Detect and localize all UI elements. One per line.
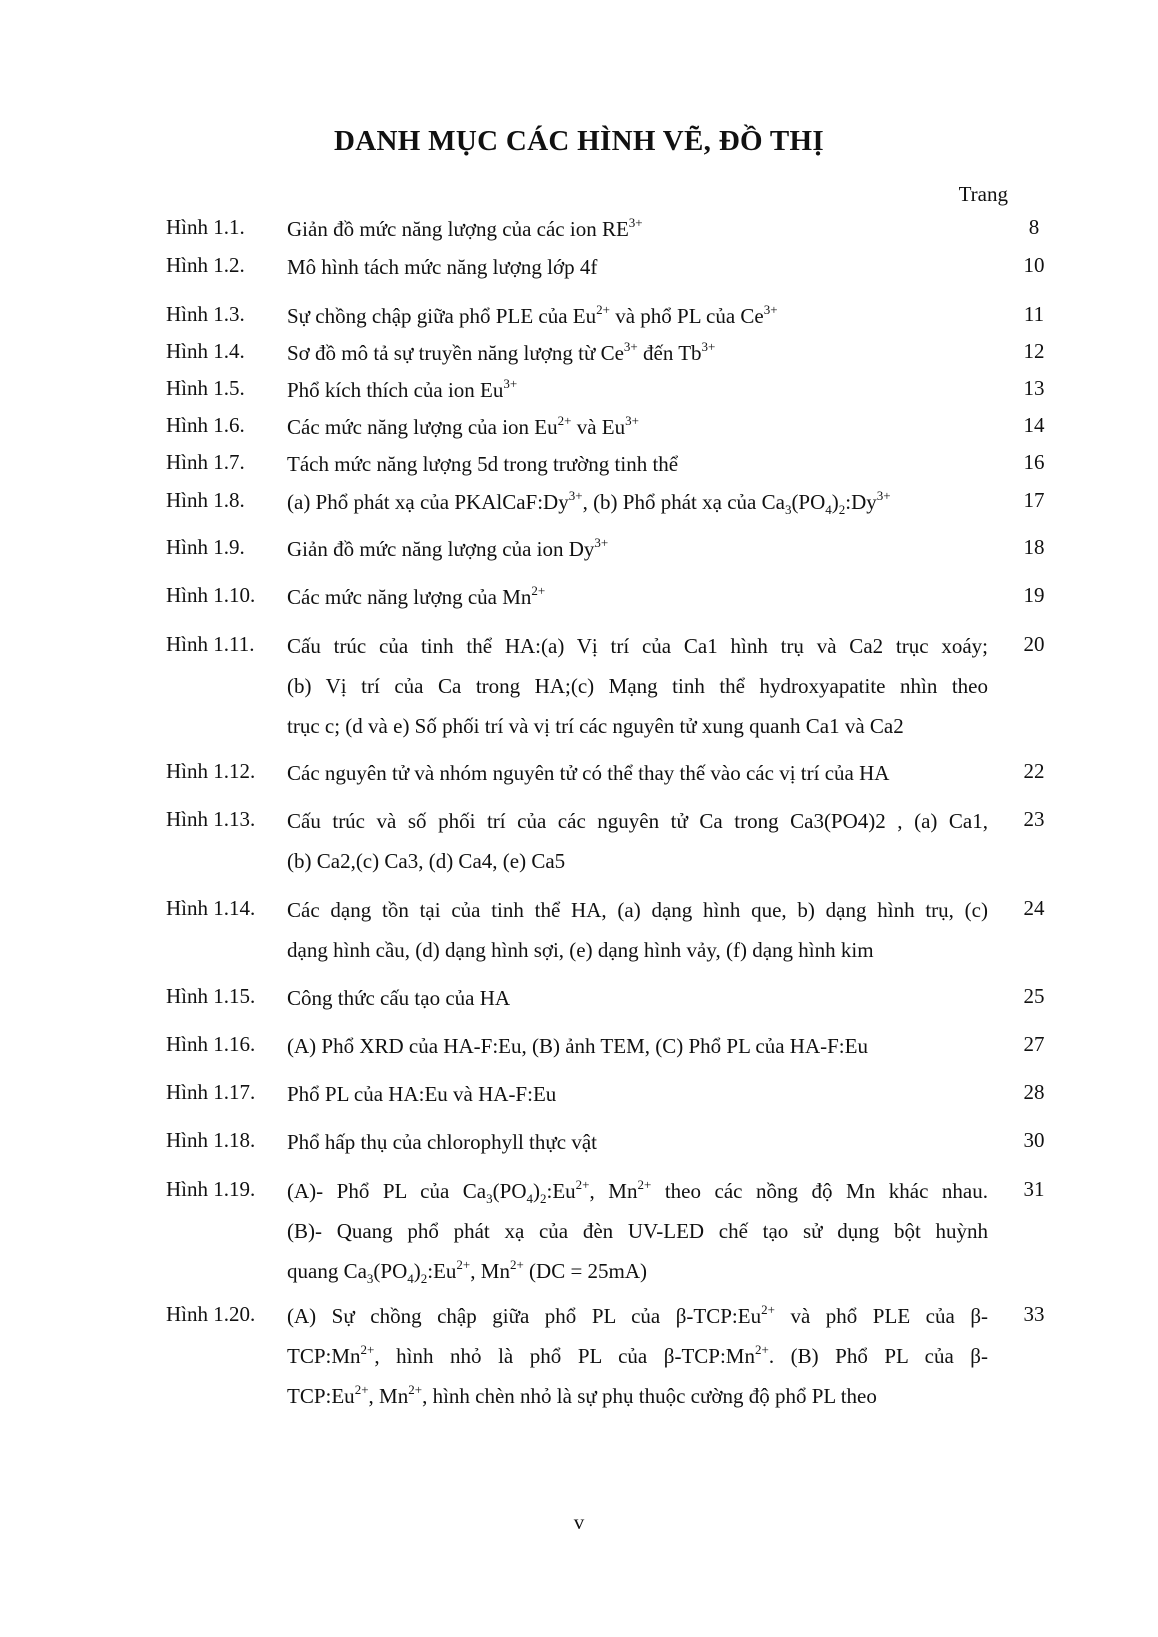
caption-sup: 2+	[456, 1257, 471, 1272]
caption-text: Phổ PL của HA:Eu và HA-F:Eu	[287, 1082, 557, 1106]
caption-sup: 2+	[354, 1382, 369, 1397]
figure-page-number: 16	[1023, 450, 1045, 474]
caption-sub: 3	[784, 502, 792, 517]
caption-line	[287, 339, 988, 379]
caption-text: (PO	[373, 1259, 408, 1283]
caption-line	[287, 632, 988, 672]
figure-label: Hình 1.7.	[166, 450, 245, 474]
caption-text: Tách mức năng lượng 5d trong trường tinh thể	[287, 452, 679, 476]
figure-caption	[287, 984, 988, 1024]
figure-label: Hình 1.11.	[166, 632, 255, 656]
figure-page-number: 18	[1023, 535, 1045, 559]
caption-line	[287, 712, 988, 752]
caption-sup: 2+	[509, 1257, 524, 1272]
figure-label: Hình 1.3.	[166, 302, 245, 326]
figure-label: Hình 1.17.	[166, 1080, 256, 1104]
caption-text: Mô hình tách mức năng lượng lớp 4f	[287, 255, 598, 279]
figure-label: Hình 1.1.	[166, 215, 245, 239]
caption-text: TCP:Eu	[287, 1384, 355, 1408]
figure-caption	[287, 807, 988, 887]
caption-line	[287, 1217, 988, 1257]
figure-page-number: 12	[1023, 339, 1045, 363]
caption-line	[287, 215, 988, 255]
caption-text: (A) Sự chồng chập giữa phổ PL của β-TCP:Eu	[287, 1304, 762, 1328]
caption-sup: 2+	[360, 1342, 375, 1357]
caption-text: , Mn	[368, 1384, 409, 1408]
figure-label: Hình 1.4.	[166, 339, 245, 363]
figure-label: Hình 1.6.	[166, 413, 245, 437]
caption-line	[287, 672, 988, 712]
caption-sup: 2+	[761, 1302, 775, 1317]
figure-page-number: 23	[1023, 807, 1045, 831]
caption-sub: 4	[526, 1191, 533, 1206]
figure-page-number: 22	[1023, 759, 1045, 783]
caption-line	[287, 1128, 988, 1168]
caption-text: Giản đồ mức năng lượng của các ion RE	[287, 217, 629, 241]
caption-line	[287, 253, 988, 293]
caption-line	[287, 488, 988, 528]
caption-text: Phổ hấp thụ của chlorophyll thực vật	[287, 1130, 597, 1154]
figure-page-number: 20	[1023, 632, 1045, 656]
caption-text: :Eu	[427, 1259, 457, 1283]
figure-caption	[287, 339, 988, 379]
caption-line	[287, 1382, 988, 1422]
figure-label: Hình 1.2.	[166, 253, 245, 277]
caption-text: Sơ đồ mô tả sự truyền năng lượng từ Ce	[287, 341, 624, 365]
caption-text: (PO	[492, 1179, 527, 1203]
figure-label: Hình 1.15.	[166, 984, 256, 1008]
caption-line	[287, 1032, 988, 1072]
figure-label: Hình 1.10.	[166, 583, 256, 607]
caption-line	[287, 896, 988, 936]
caption-text: quang Ca	[287, 1259, 367, 1283]
figure-page-number: 31	[1023, 1177, 1045, 1201]
caption-line	[287, 936, 988, 976]
caption-text: (DC = 25mA)	[523, 1259, 648, 1283]
caption-text: )	[831, 490, 839, 514]
figure-label: Hình 1.16.	[166, 1032, 256, 1056]
caption-text: )	[413, 1259, 421, 1283]
caption-text: , Mn	[470, 1259, 510, 1283]
caption-sub: 2	[420, 1271, 428, 1286]
figure-caption	[287, 376, 988, 416]
figure-page-number: 25	[1023, 984, 1045, 1008]
caption-text: Cấu trúc và số phối trí của các nguyên tử Ca trong Ca3(PO4)2 , (a) Ca1,	[287, 809, 988, 833]
caption-line	[287, 583, 988, 623]
figure-caption	[287, 1177, 988, 1297]
caption-line	[287, 376, 988, 416]
caption-sup: 3+	[628, 215, 643, 230]
figure-label: Hình 1.14.	[166, 896, 256, 920]
caption-text: đến Tb	[637, 341, 702, 365]
caption-sub: 2	[539, 1191, 547, 1206]
caption-text: và Eu	[571, 415, 626, 439]
caption-text: Các mức năng lượng của ion Eu	[287, 415, 558, 439]
caption-line	[287, 1302, 988, 1342]
figure-page-number: 27	[1023, 1032, 1045, 1056]
caption-text: Sự chồng chập giữa phổ PLE của Eu	[287, 304, 597, 328]
figure-label: Hình 1.13.	[166, 807, 256, 831]
figure-label: Hình 1.5.	[166, 376, 245, 400]
caption-text: Các nguyên tử và nhóm nguyên tử có thể thay thế vào các vị trí của HA	[287, 761, 890, 785]
caption-sup: 2+	[596, 302, 610, 317]
caption-sup: 3+	[763, 302, 778, 317]
caption-line	[287, 1342, 988, 1382]
caption-line	[287, 1177, 988, 1217]
caption-text: (b) Ca2,(c) Ca3, (d) Ca4, (e) Ca5	[287, 849, 566, 873]
caption-text: (a) Phổ phát xạ của PKAlCaF:Dy	[287, 490, 569, 514]
figure-caption	[287, 1080, 988, 1120]
caption-text: Công thức cấu tạo của HA	[287, 986, 511, 1010]
caption-text: theo các nồng độ Mn khác nhau.	[651, 1179, 988, 1203]
caption-text: , (b) Phổ phát xạ của Ca	[582, 490, 785, 514]
caption-text: TCP:Mn	[287, 1344, 361, 1368]
caption-text: )	[532, 1179, 540, 1203]
caption-sup: 2+	[637, 1177, 652, 1192]
caption-sup: 2+	[575, 1177, 590, 1192]
figure-caption	[287, 1128, 988, 1168]
caption-text: (b) Vị trí của Ca trong HA;(c) Mạng tinh thể hydroxyapatite nhìn theo	[287, 674, 988, 698]
figure-page-number: 10	[1023, 253, 1045, 277]
caption-sup: 3+	[701, 339, 716, 354]
figure-caption	[287, 535, 988, 575]
caption-text: Các dạng tồn tại của tinh thể HA, (a) dạng hình que, b) dạng hình trụ, (c)	[287, 898, 988, 922]
figure-page-number: 17	[1023, 488, 1045, 512]
figure-page-number: 13	[1023, 376, 1045, 400]
caption-line	[287, 1257, 988, 1297]
page-title: DANH MỤC CÁC HÌNH VẼ, ĐỒ THỊ	[334, 125, 824, 157]
caption-sub: 2	[838, 502, 846, 517]
figure-caption	[287, 488, 988, 528]
footer-page-number: v	[573, 1510, 585, 1534]
figure-label: Hình 1.9.	[166, 535, 245, 559]
caption-sup: 3+	[594, 535, 609, 550]
figure-caption	[287, 215, 988, 255]
caption-sup: 3+	[623, 339, 638, 354]
figure-caption	[287, 253, 988, 293]
caption-text: , hình nhỏ là phổ PL của β-TCP:Mn	[374, 1344, 755, 1368]
caption-sub: 4	[825, 502, 832, 517]
caption-line	[287, 302, 988, 342]
figure-caption	[287, 759, 988, 799]
figure-label: Hình 1.8.	[166, 488, 245, 512]
caption-line	[287, 1080, 988, 1120]
figure-caption	[287, 450, 988, 490]
caption-line	[287, 535, 988, 575]
figure-page-number: 19	[1023, 583, 1045, 607]
caption-sup: 3+	[625, 413, 639, 428]
caption-text: (A)- Phổ PL của Ca	[287, 1179, 487, 1203]
figure-caption	[287, 1302, 988, 1422]
caption-text: và phổ PL của Ce	[609, 304, 764, 328]
figure-page-number: 14	[1023, 413, 1045, 437]
caption-line	[287, 450, 988, 490]
figure-page-number: 8	[1028, 215, 1040, 239]
caption-line	[287, 413, 988, 453]
figure-page-number: 28	[1023, 1080, 1045, 1104]
caption-text: , Mn	[589, 1179, 638, 1203]
caption-text: (PO	[791, 490, 826, 514]
figure-label: Hình 1.18.	[166, 1128, 256, 1152]
caption-text: Giản đồ mức năng lượng của ion Dy	[287, 537, 595, 561]
page-column-header: Trang	[958, 182, 1008, 206]
caption-sub: 3	[486, 1191, 493, 1206]
figure-caption	[287, 302, 988, 342]
figure-caption	[287, 583, 988, 623]
caption-sup: 2+	[408, 1382, 423, 1397]
caption-sub: 3	[366, 1271, 374, 1286]
caption-text: , hình chèn nhỏ là sự phụ thuộc cường độ phổ PL theo	[422, 1384, 877, 1408]
caption-sup: 2+	[754, 1342, 769, 1357]
caption-sup: 2+	[531, 583, 546, 598]
figure-caption	[287, 413, 988, 453]
figure-page-number: 11	[1023, 302, 1045, 326]
caption-sub: 4	[407, 1271, 414, 1286]
figure-caption	[287, 896, 988, 976]
caption-line	[287, 807, 988, 847]
caption-sup: 3+	[568, 488, 583, 503]
caption-sup: 2+	[557, 413, 572, 428]
caption-text: Phổ kích thích của ion Eu	[287, 378, 504, 402]
caption-text: và phổ PLE của β-	[774, 1304, 989, 1328]
caption-line	[287, 984, 988, 1024]
caption-text: Các mức năng lượng của Mn	[287, 585, 532, 609]
caption-text: dạng hình cầu, (d) dạng hình sợi, (e) dạng hình vảy, (f) dạng hình kim	[287, 938, 874, 962]
figure-page-number: 33	[1023, 1302, 1045, 1326]
caption-text: trục c; (d và e) Số phối trí và vị trí các nguyên tử xung quanh Ca1 và Ca2	[287, 714, 904, 738]
caption-text: :Eu	[546, 1179, 576, 1203]
figure-page-number: 30	[1023, 1128, 1045, 1152]
caption-text: . (B) Phổ PL của β-	[768, 1344, 988, 1368]
figure-label: Hình 1.12.	[166, 759, 256, 783]
caption-text: (A) Phổ XRD của HA-F:Eu, (B) ảnh TEM, (C) Phổ PL của HA-F:Eu	[287, 1034, 868, 1058]
caption-line	[287, 759, 988, 799]
caption-text: Cấu trúc của tinh thể HA:(a) Vị trí của Ca1 hình trụ và Ca2 trục xoáy;	[287, 634, 988, 658]
caption-text: :Dy	[845, 490, 877, 514]
figure-caption	[287, 632, 988, 752]
figure-label: Hình 1.20.	[166, 1302, 256, 1326]
caption-line	[287, 847, 988, 887]
caption-sup: 3+	[876, 488, 891, 503]
figure-caption	[287, 1032, 988, 1072]
figure-label: Hình 1.19.	[166, 1177, 256, 1201]
caption-sup: 3+	[503, 376, 518, 391]
figure-page-number: 24	[1023, 896, 1045, 920]
caption-text: (B)- Quang phổ phát xạ của đèn UV-LED chế tạo sử dụng bột huỳnh	[287, 1219, 988, 1243]
